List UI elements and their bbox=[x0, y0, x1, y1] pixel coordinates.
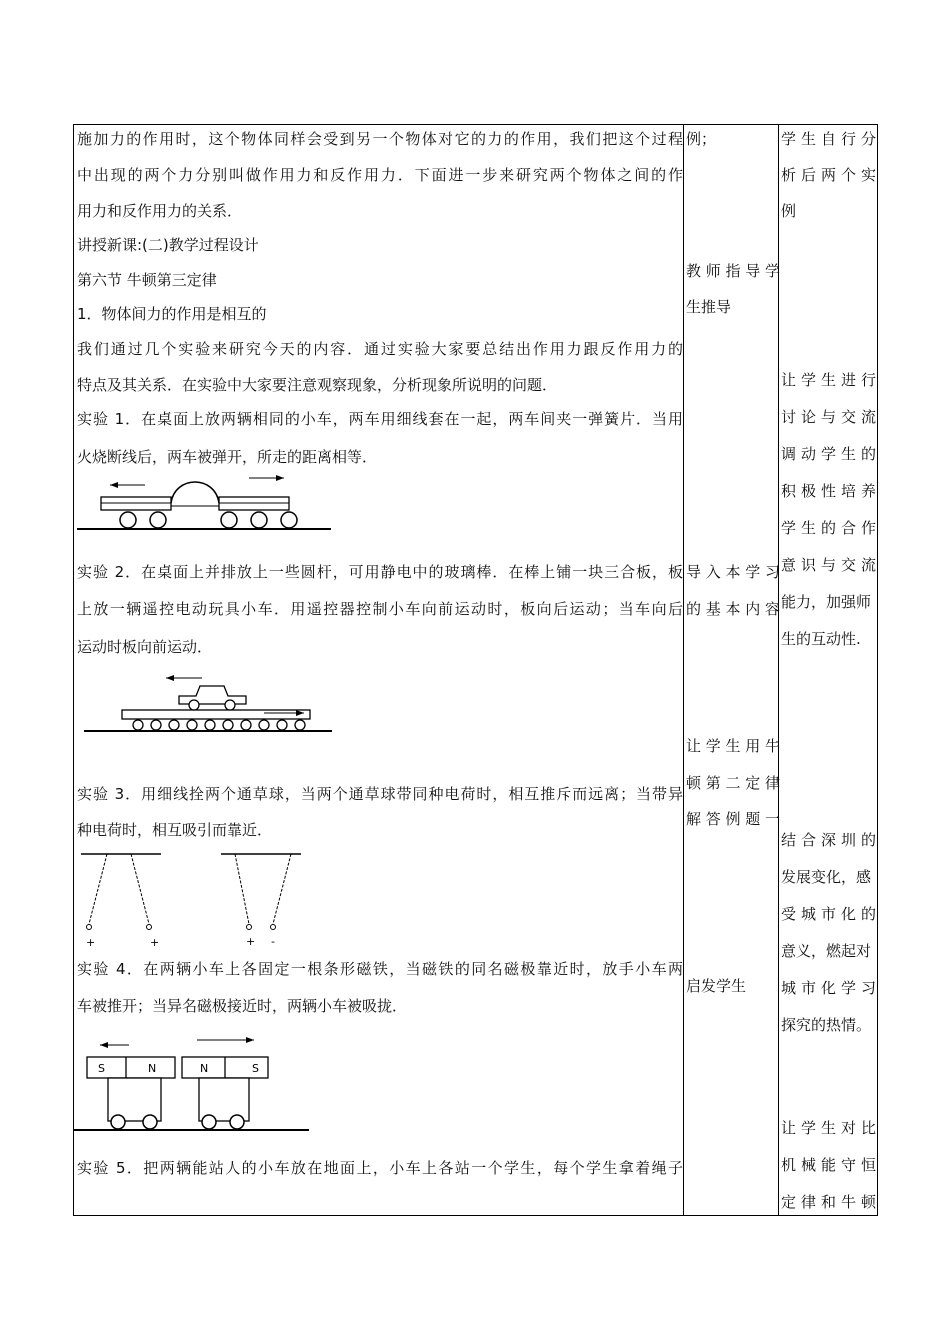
student-note: 析后两个实 bbox=[781, 166, 876, 184]
student-note: 受城市化的 bbox=[781, 905, 876, 923]
charge-label: - bbox=[271, 935, 275, 948]
student-note: 让学生对比 bbox=[781, 1119, 876, 1137]
point-heading: 1．物体间力的作用是相互的 bbox=[77, 305, 267, 323]
teacher-note: 的基本内容 bbox=[686, 600, 780, 618]
column-divider bbox=[778, 125, 779, 1215]
text-line: 中出现的两个力分别叫做作用力和反作用力．下面进一步来研究两个物体之间的作 bbox=[77, 166, 683, 184]
experiment-4-text: 实验 4．在两辆小车上各固定一根条形磁铁，当磁铁的同名磁极靠近时，放手小车两 bbox=[77, 960, 683, 978]
magnet-pole: S bbox=[98, 1062, 105, 1075]
student-note: 定律和牛顿 bbox=[781, 1193, 876, 1211]
section-title: 第六节 牛顿第三定律 bbox=[77, 271, 217, 289]
charge-label: + bbox=[246, 935, 256, 948]
experiment-4-figure bbox=[74, 1035, 314, 1135]
experiment-2-text: 运动时板向前运动． bbox=[77, 638, 213, 656]
student-note: 机械能守恒 bbox=[781, 1156, 876, 1174]
charge-label: + bbox=[86, 936, 96, 949]
magnet-pole: N bbox=[200, 1062, 209, 1075]
magnet-pole: S bbox=[252, 1062, 259, 1075]
experiment-4-text: 车被推开；当异名磁极接近时，两辆小车被吸拢． bbox=[77, 997, 408, 1015]
experiment-1-figure bbox=[77, 470, 337, 535]
experiment-2-text: 上放一辆遥控电动玩具小车．用遥控器控制小车向前运动时，板向后运动；当车向后 bbox=[77, 600, 683, 618]
teacher-note: 教师指导学 bbox=[686, 262, 780, 280]
experiment-3-figure bbox=[77, 850, 307, 950]
experiment-3-text: 实验 3．用细线拴两个通草球，当两个通草球带同种电荷时，相互推斥而远离；当带异 bbox=[77, 785, 683, 803]
text-line: 特点及其关系．在实验中大家要注意观察现象，分析现象所说明的问题． bbox=[77, 376, 558, 394]
column-divider bbox=[683, 125, 684, 1215]
text-line: 用力和反作用力的关系． bbox=[77, 202, 243, 220]
experiment-1-text: 实验 1．在桌面上放两辆相同的小车，两车用细线套在一起，两车间夹一弹簧片．当用 bbox=[77, 410, 683, 428]
student-note: 城市化学习 bbox=[781, 979, 876, 997]
student-note: 意识与交流 bbox=[781, 556, 876, 574]
student-note: 意义，燃起对 bbox=[781, 942, 872, 960]
teacher-note: 启发学生 bbox=[686, 977, 747, 995]
student-note: 让学生进行 bbox=[781, 371, 876, 389]
student-note: 生的互动性. bbox=[781, 630, 861, 648]
experiment-5-text: 实验 5．把两辆能站人的小车放在地面上，小车上各站一个学生，每个学生拿着绳子 bbox=[77, 1159, 683, 1177]
magnet-pole: N bbox=[148, 1062, 157, 1075]
teacher-note: 生推导 bbox=[686, 298, 732, 316]
student-note: 能力，加强师 bbox=[781, 593, 872, 611]
teacher-note: 解答例题一 bbox=[686, 810, 780, 828]
student-note: 调动学生的 bbox=[781, 445, 876, 463]
student-note: 例 bbox=[781, 202, 797, 220]
experiment-2-figure bbox=[84, 670, 334, 735]
experiment-1-text: 火烧断线后，两车被弹开，所走的距离相等． bbox=[77, 448, 378, 466]
student-note: 积极性培养 bbox=[781, 482, 876, 500]
teacher-note: 导入本学习 bbox=[686, 563, 780, 581]
section-label: 讲授新课:(二)教学过程设计 bbox=[77, 236, 259, 254]
student-note: 学生的合作 bbox=[781, 519, 876, 537]
teacher-note: 让学生用牛 bbox=[686, 737, 780, 755]
text-line: 我们通过几个实验来研究今天的内容．通过实验大家要总结出作用力跟反作用力的 bbox=[77, 340, 683, 358]
text-line: 施加力的作用时，这个物体同样会受到另一个物体对它的力的作用，我们把这个过程 bbox=[77, 130, 683, 148]
student-note: 学生自行分 bbox=[781, 130, 876, 148]
experiment-3-text: 种电荷时，相互吸引而靠近． bbox=[77, 821, 273, 839]
charge-label: + bbox=[150, 936, 160, 949]
lesson-plan-table bbox=[73, 124, 878, 1216]
student-note: 探究的热情。 bbox=[781, 1016, 872, 1034]
teacher-note: 例； bbox=[686, 130, 717, 148]
student-note: 讨论与交流 bbox=[781, 408, 876, 426]
student-note: 发展变化，感 bbox=[781, 868, 872, 886]
teacher-note: 顿第二定律 bbox=[686, 774, 780, 792]
experiment-2-text: 实验 2．在桌面上并排放上一些圆杆，可用静电中的玻璃棒．在棒上铺一块三合板，板 bbox=[77, 563, 683, 581]
student-note: 结合深圳的 bbox=[781, 831, 876, 849]
